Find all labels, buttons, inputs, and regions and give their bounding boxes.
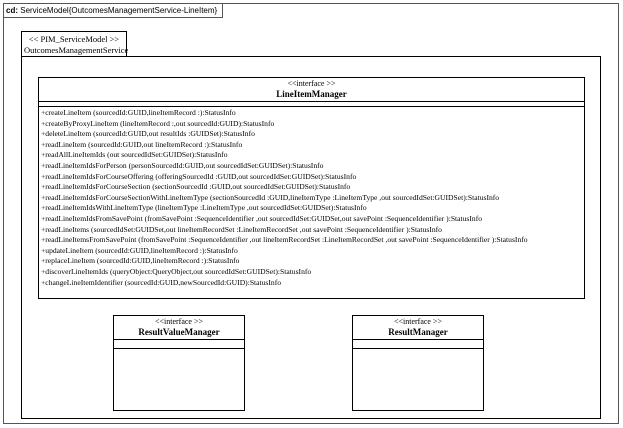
class-result-manager[interactable] xyxy=(352,315,484,411)
class-name: ResultValueManager xyxy=(138,327,220,337)
class-header xyxy=(39,78,584,102)
diagram-frame-title xyxy=(4,4,223,18)
class-result-value-manager[interactable] xyxy=(113,315,245,411)
operation[interactable]: +readLineItemIdsForPerson (personSourcedId:GUID,out sourcedIdSet:GUIDSet):StatusInfo xyxy=(41,160,324,170)
package-name: OutcomesManagementService xyxy=(24,45,129,55)
operation[interactable]: +createByProxyLineItem (lineItemRecord :,out sourcedId:GUID):StatusInfo xyxy=(41,118,275,128)
class-name: LineItemManager xyxy=(276,89,347,99)
package-tab[interactable] xyxy=(21,31,127,57)
diagram-kind: cd: xyxy=(6,6,18,15)
operation[interactable]: +readLineItemIdsForCourseSectionWithLineItemType (sectionSourcedId :GUID,lineItemType :LineItemType ,out sourcedIdSet:GUIDSet):StatusInfo xyxy=(41,192,500,202)
operation[interactable]: +readLineItemIdsWithLineItemType (lineItemType :LineItemType ,out sourcedIdSet:GUIDSet):StatusInfo xyxy=(41,203,367,213)
class-line-item-manager[interactable] xyxy=(38,77,585,299)
package-stereotype: << PIM_ServiceModel >> xyxy=(28,34,120,44)
operation[interactable]: +deleteLineItem (sourcedId:GUID,out resultIds :GUIDSet):StatusInfo xyxy=(41,129,255,139)
operation[interactable]: +createLineItem (sourcedId:GUID,lineItemRecord :):StatusInfo xyxy=(41,108,236,117)
class-name: ResultManager xyxy=(388,327,448,337)
class-stereotype: <<interface >> xyxy=(154,317,204,326)
class-stereotype: <<interface >> xyxy=(393,317,443,326)
operation[interactable]: +discoverLineItemIds (queryObject:QueryObject,out sourcedIdSet:GUIDSet):StatusInfo xyxy=(41,266,312,276)
operation[interactable]: +readLineItemIdsForCourseOffering (offeringSourcedId :GUID,out sourcedIdSet:GUIDSet):StatusInfo xyxy=(41,171,357,181)
operation[interactable]: +readLineItem (sourcedId:GUID,out lineItemRecord :):StatusInfo xyxy=(41,139,243,149)
class-stereotype: <<interface >> xyxy=(287,79,336,88)
attributes-compartment xyxy=(353,340,483,349)
operation[interactable]: +changeLineItemIdentifier (sourcedId:GUID,newSourcedId:GUID):StatusInfo xyxy=(41,277,282,287)
operation[interactable]: +updateLineItem (sourcedId:GUID,lineItemRecord :):StatusInfo xyxy=(41,245,238,255)
operation[interactable]: +readLineItemsFromSavePoint (fromSavePoint :SequenceIdentifier ,out lineItemRecordSet :LineItemRecordSet ,out savePoint :SequenceIdentifier ):StatusInfo xyxy=(41,235,528,245)
class-header xyxy=(353,316,483,340)
operation[interactable]: +readLineItemIdsForCourseSection (sectionSourcedId :GUID,out sourcedIdSet:GUIDSet):StatusInfo xyxy=(41,182,351,192)
operations-compartment xyxy=(39,107,584,288)
class-header xyxy=(114,316,244,340)
operation[interactable]: +replaceLineItem (sourcedId:GUID,lineItemRecord :):StatusInfo xyxy=(41,256,240,266)
diagram-name: ServiceModel{OutcomesManagementService-LineItem} xyxy=(20,6,218,15)
operation[interactable]: +readLineItemIdsFromSavePoint (fromSavePoint :SequenceIdentifier ,out sourcedIdSet:GUIDSet,out savePoint :SequenceIdentifier ):StatusInfo xyxy=(41,213,483,223)
attributes-compartment xyxy=(114,340,244,349)
operation[interactable]: +readLineItems (sourcedIdSet:GUIDSet,out lineItemRecordSet :LineItemRecordSet ,out savePoint :SequenceIdentifier ):StatusInfo xyxy=(41,224,442,234)
operation[interactable]: +readAllLineItemIds (out sourcedIdSet:GUIDSet):StatusInfo xyxy=(41,150,228,160)
